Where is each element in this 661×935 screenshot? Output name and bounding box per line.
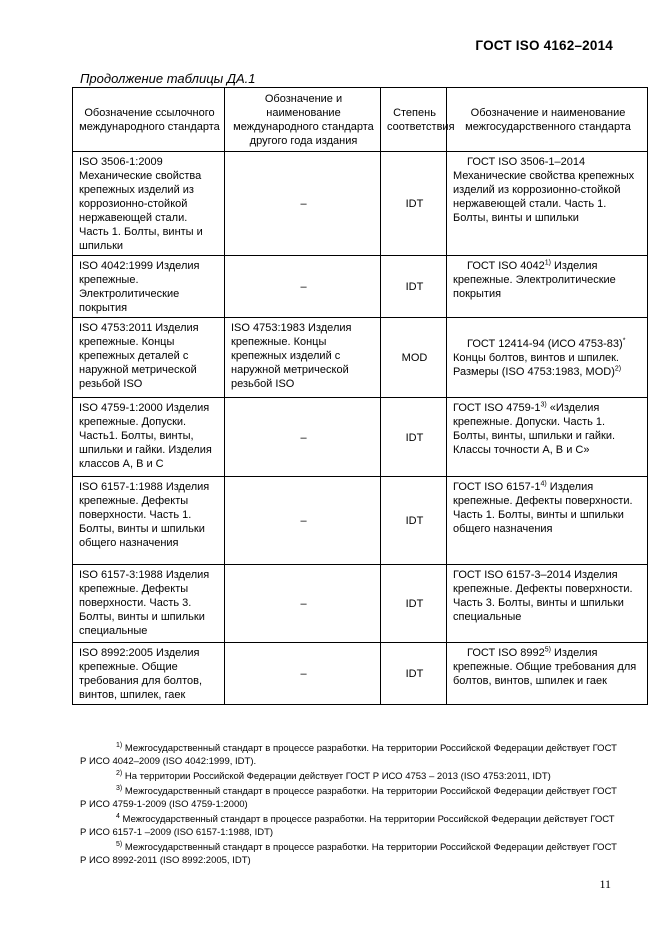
gost-text: ГОСТ 12414-94 (ИСО 4753-83)	[467, 338, 623, 350]
footnote-mark: 4	[116, 812, 120, 820]
table-row	[73, 565, 648, 643]
gost-title: Изделия крепежные. Дефекты поверхности. Часть 1. Болты, винты и шпильки общего назначения	[453, 481, 633, 535]
cell-reference: ISO 6157-1:1988 Изделия крепежные. Дефекты поверхности. Часть 1. Болты, винты и шпильки общего назначения	[73, 477, 225, 565]
cell-other-edition: –	[225, 643, 381, 705]
footnote-text: Межгосударственный стандарт в процессе разработки. На территории Российской Федерации действует ГОСТ Р ИСО 6157-1 –2009 (ISO 6157-1:1988, IDT)	[80, 814, 615, 838]
table-row	[73, 643, 648, 705]
footnote-ref: 2)	[614, 365, 622, 373]
cell-degree: IDT	[381, 256, 447, 318]
cell-reference: ISO 3506-1:2009 Механические свойства крепежных изделий из коррозионно-стойкой нержавеющей стали. Часть 1. Болты, винты и шпильки	[73, 152, 225, 256]
footnote-mark: 1)	[116, 741, 123, 749]
table-caption: Продолжение таблицы ДА.1	[80, 71, 256, 86]
cell-degree: IDT	[381, 643, 447, 705]
col-header-degree: Степень соответствия	[381, 88, 447, 152]
cell-interstate	[447, 256, 648, 318]
cell-degree: IDT	[381, 152, 447, 256]
table-row	[73, 152, 648, 256]
footnote-ref: 1)	[544, 259, 551, 267]
document-id: ГОСТ ISO 4162–2014	[475, 38, 613, 53]
gost-title: Изделия крепежные. Электролитические покрытия	[453, 260, 616, 300]
cell-interstate	[447, 565, 648, 643]
cell-reference: ISO 4042:1999 Изделия крепежные. Электролитические покрытия	[73, 256, 225, 318]
table-row	[73, 477, 648, 565]
cell-interstate	[447, 477, 648, 565]
footnote-mark: 2)	[116, 769, 123, 777]
gost-text: ГОСТ ISO 4759-1	[453, 402, 541, 414]
table-row	[73, 398, 648, 477]
footnote	[80, 841, 620, 867]
footnote	[80, 770, 620, 783]
gost-title: Концы болтов, винтов и шпилек. Размеры (ISO 4753:1983, MOD)	[453, 352, 619, 378]
table-row	[73, 256, 648, 318]
gost-text: ГОСТ ISO 3506-1–2014 Механические свойства крепежных изделий из коррозионно-стойкой нержавеющей стали. Часть 1. Болты, винты и шпильки	[453, 156, 635, 224]
footnote-text: Межгосударственный стандарт в процессе разработки. На территории Российской Федерации действует ГОСТ Р ИСО 8992-2011 (ISO 8992:2005, IDT)	[80, 842, 617, 866]
col-header-reference: Обозначение ссылочного международного стандарта	[73, 88, 225, 152]
gost-text: ГОСТ ISO 8992	[467, 647, 545, 659]
footnote	[80, 785, 620, 811]
cell-reference: ISO 4753:2011 Изделия крепежные. Концы крепежных деталей с наружной метрической резьбой ISO	[73, 318, 225, 398]
cell-other-edition: –	[225, 152, 381, 256]
cell-other-edition: –	[225, 565, 381, 643]
cell-interstate	[447, 318, 648, 398]
footnote	[80, 742, 620, 768]
cell-degree: MOD	[381, 318, 447, 398]
table-row	[73, 318, 648, 398]
footnote-text: Межгосударственный стандарт в процессе разработки. На территории Российской Федерации действует ГОСТ Р ИСО 4759-1-2009 (ISO 4759-1:2000)	[80, 786, 617, 810]
table-header-row	[73, 88, 648, 152]
cell-other-edition: –	[225, 477, 381, 565]
footnote-mark: 5)	[116, 840, 123, 848]
cell-degree: IDT	[381, 565, 447, 643]
cell-other-edition: –	[225, 398, 381, 477]
footnotes	[80, 742, 620, 869]
cell-other-edition: –	[225, 256, 381, 318]
cell-reference: ISO 8992:2005 Изделия крепежные. Общие требования для болтов, винтов, шпилек, гаек	[73, 643, 225, 705]
cell-degree: IDT	[381, 477, 447, 565]
footnote-text: Межгосударственный стандарт в процессе разработки. На территории Российской Федерации действует ГОСТ Р ИСО 4042–2009 (ISO 4042:1999, IDT).	[80, 743, 617, 767]
cell-interstate	[447, 398, 648, 477]
cell-degree: IDT	[381, 398, 447, 477]
footnote-text: На территории Российской Федерации действует ГОСТ Р ИСО 4753 – 2013 (ISO 4753:2011, IDT)	[122, 771, 551, 782]
cell-reference: ISO 6157-3:1988 Изделия крепежные. Дефекты поверхности. Часть 3. Болты, винты и шпильки специальные	[73, 565, 225, 643]
gost-title: Изделия крепежные. Общие требования для болтов, винтов, шпилек и гаек	[453, 647, 637, 687]
cell-other-edition: ISO 4753:1983 Изделия крепежные. Концы крепежных изделий с наружной метрической резьбой ISO	[225, 318, 381, 398]
footnote	[80, 813, 620, 839]
page-number: 11	[599, 877, 611, 891]
col-header-interstate: Обозначение и наименование межгосударственного стандарта	[447, 88, 648, 152]
col-header-other-edition: Обозначение и наименование международного стандарта другого года издания	[225, 88, 381, 152]
cell-interstate	[447, 152, 648, 256]
gost-text: ГОСТ ISO 6157-3–2014 Изделия крепежные. Дефекты поверхности. Часть 3. Болты, винты и шпильки специальные	[453, 569, 633, 623]
standards-table	[72, 87, 648, 705]
cell-reference: ISO 4759-1:2000 Изделия крепежные. Допуски. Часть1. Болты, винты, шпильки и гайки. Изделия классов А, В и С	[73, 398, 225, 477]
footnote-mark: 3)	[116, 784, 123, 792]
footnote-ref: *	[622, 337, 626, 345]
footnote-ref: 4)	[540, 480, 547, 488]
gost-text: ГОСТ ISO 4042	[467, 260, 545, 272]
footnote-ref: 3)	[540, 401, 547, 409]
cell-interstate	[447, 643, 648, 705]
footnote-ref: 5)	[544, 646, 551, 654]
gost-title: «Изделия крепежные. Допуски. Часть 1. Болты, винты, шпильки и гайки. Классы точности А, В и С»	[453, 402, 616, 456]
gost-text: ГОСТ ISO 6157-1	[453, 481, 541, 493]
